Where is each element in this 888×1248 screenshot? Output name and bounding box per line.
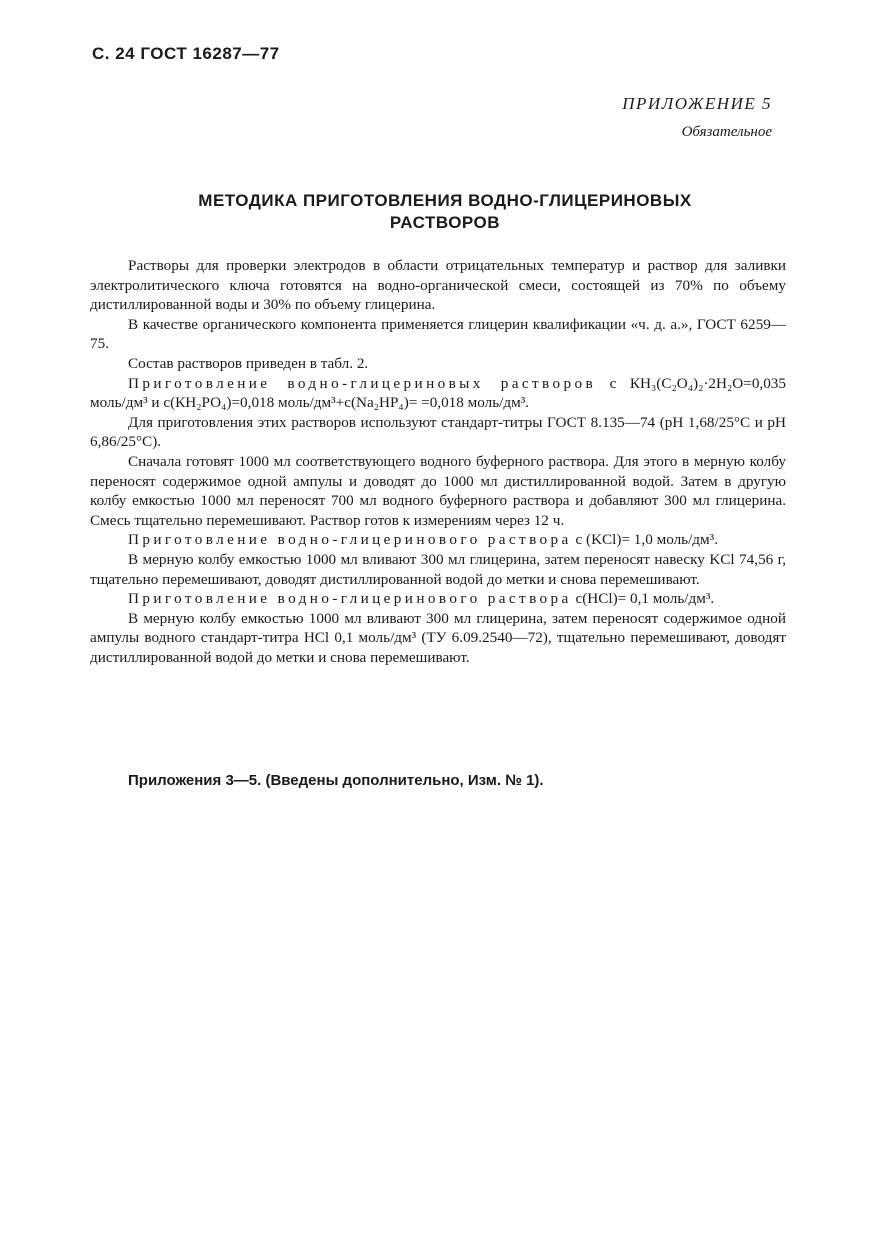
paragraph-8: В мерную колбу емкостью 1000 мл вливают 300 мл глицерина, затем переносят навеску KCl 74,56 г, тщательно перемешивают, доводят дистиллированной водой до метки и снова перемешивают. [90,550,786,588]
page-header: С. 24 ГОСТ 16287—77 [92,44,280,63]
paragraph-9 [90,589,786,609]
footer-note: Приложения 3—5. (Введены дополнительно, Изм. № 1). [128,772,544,789]
section-heading-2: Приготовление водно-глицеринового раствора [128,531,572,549]
formula-1: с КН₃(С₂О₄)₂·2Н₂О=0,035 моль/дм³ и с(КН₂РО₄)=0,018 моль/дм³+с(Na₂HP₄)= =0,018 моль/дм³. [90,374,786,412]
formula-3: с(HCl)= 0,1 моль/дм³. [575,590,715,608]
appendix-status: Обязательное [681,124,772,140]
formula-2: с (KCl)= 1,0 моль/дм³. [575,531,718,549]
section-heading-1: Приготовление водно-глицериновых растворов [128,374,597,392]
title-line-2: РАСТВОРОВ [389,213,501,232]
section-heading-3: Приготовление водно-глицеринового раствора [128,590,572,608]
paragraph-2: В качестве органического компонента применяется глицерин квалификации «ч. д. а.», ГОСТ 6259—75. [90,315,786,353]
appendix-title: ПРИЛОЖЕНИЕ 5 [622,94,772,113]
title-line-1: МЕТОДИКА ПРИГОТОВЛЕНИЯ ВОДНО-ГЛИЦЕРИНОВЫХ [198,191,692,210]
paragraph-5: Для приготовления этих растворов используют стандарт-титры ГОСТ 8.135—74 (рН 1,68/25°С и рН 6,86/25°С). [90,413,786,451]
appendix-label [622,94,772,141]
paragraph-3: Состав растворов приведен в табл. 2. [128,354,369,372]
paragraph-1: Растворы для проверки электродов в области отрицательных температур и раствор для заливки электролитического ключа готовятся на водно-органической смеси, состоящей из 70% по объему дистиллированной воды и 30% по объему глицерина. [90,257,786,314]
paragraph-7 [90,530,786,550]
paragraph-6: Сначала готовят 1000 мл соответствующего водного буферного раствора. Для этого в мерную колбу переносят содержимое одной ампулы и доводят до 1000 мл дистиллированной водой. Затем в другую колбу емкостью 1000 мл переносят 700 мл водного буферного раствора и добавляют 300 мл глицерина. Смесь тщательно перемешивают. Раствор готов к измерениям через 12 ч. [90,452,786,529]
document-body [90,256,786,667]
document-title [120,190,770,234]
paragraph-4 [90,374,786,413]
paragraph-10: В мерную колбу емкостью 1000 мл вливают 300 мл глицерина, затем переносят содержимое одной ампулы водного стандарт-титра HCl 0,1 моль/дм³ (ТУ 6.09.2540—72), тщательно перемешивают, доводят дистиллированной водой до метки и снова перемешивают. [90,609,786,666]
